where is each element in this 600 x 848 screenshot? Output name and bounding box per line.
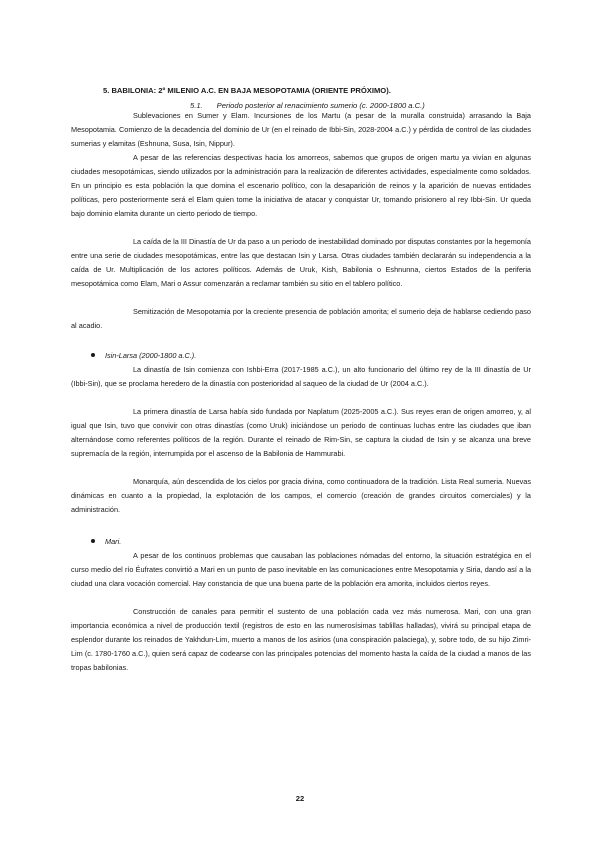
page-number: 22	[295, 794, 305, 803]
paragraph: A pesar de las referencias despectivas hacia los amorreos, sabemos que grupos de origen martu ya vivían en algunas ciudades mesopotámicas, siendo utilizados por la administración para la realización de diferentes actividades, especialmente como soldados. En un principio es esta población la que domina el escenario político, con la desaparición de reinos y la aparición de nuevas entidades políticas, pero posteriormente será el Elam quien tome la iniciativa de atacar y conquistar Ur, tomando prisionero al rey Ibbi-Sin. Ur queda bajo dominio elamita durante un cierto periodo de tiempo.	[71, 153, 531, 218]
subsection-title: Periodo posterior al renacimiento sumerio (c. 2000-1800 a.C.)	[216, 101, 425, 110]
bullet-dot-icon	[91, 539, 95, 543]
paragraph: A pesar de los continuos problemas que causaban las poblaciones nómadas del entorno, la situación estratégica en el curso medio del río Éufrates convirtió a Mari en un punto de paso inevitable en las comunicaciones entre Mesopotamia y Siria, dando así a la ciudad una clara vocación comercial. Hay constancia de que una buena parte de la población era amorita, incluidos ciertos reyes.	[71, 551, 531, 588]
bullet-item	[91, 537, 121, 546]
section-heading: 5. BABILONIA: 2º MILENIO A.C. EN BAJA MESOPOTAMIA (ORIENTE PRÓXIMO).	[103, 86, 391, 95]
paragraph: Sublevaciones en Sumer y Elam. Incursiones de los Martu (a pesar de la muralla construida) arrasando la Baja Mesopotamia. Comienzo de la decadencia del dominio de Ur (en el reinado de Ibbi-Sin, 2028-2004 a.C.) y pérdida de control de las ciudades sumerias y elamitas (Eshnuna, Susa, Isin, Nippur).	[71, 111, 531, 148]
paragraph: Semitización de Mesopotamia por la creciente presencia de población amorita; el sumerio deja de hablarse cediendo paso al acadio.	[71, 307, 531, 330]
paragraph: La dinastía de Isin comienza con Ishbi-Erra (2017-1985 a.C.), un alto funcionario del último rey de la III dinastía de Ur (Ibbi-Sin), que se proclama heredero de la dinastía con posterioridad al saqueo de la ciudad de Ur (2004 a.C.).	[71, 365, 531, 388]
bullet-dot-icon	[91, 353, 95, 357]
bullet-label: Mari.	[105, 537, 122, 546]
bullet-item	[91, 351, 196, 360]
subsection-number: 5.1.	[190, 101, 203, 110]
bullet-label: Isin-Larsa (2000-1800 a.C.).	[105, 351, 197, 360]
paragraph: Monarquía, aún descendida de los cielos por gracia divina, como continuadora de la tradición. Lista Real sumeria. Nuevas dinámicas en cuanto a la propiedad, la explotación de los campos, el comercio (creación de grandes circuitos comerciales) y la administración.	[71, 477, 531, 514]
paragraph: La caída de la III Dinastía de Ur da paso a un periodo de inestabilidad dominado por disputas constantes por la hegemonía entre una serie de ciudades mesopotámicas, entre las que destacan Isin y Larsa. Otras ciudades también declararán su independencia a la caída de Ur. Multiplicación de los actores políticos. Además de Uruk, Kish, Babilonia o Eshnunna, ciertos Estados de la periferia mesopotámica como Elam, Mari o Assur comenzarán a reclamar también su sitio en el tablero político.	[71, 237, 531, 288]
paragraph: La primera dinastía de Larsa había sido fundada por Naplatum (2025-2005 a.C.). Sus reyes eran de origen amorreo, y, al igual que Isin, tuvo que convivir con otras dinastías (como Uruk) iniciándose un periodo de continuas luchas entre las ciudades que iban alternándose como referentes políticos de la región. Durante el reinado de Rim-Sin, se captura la ciudad de Isin y se alcanza una breve supremacía de la región, interrumpida por el ascenso de la Babilonia de Hammurabi.	[71, 407, 531, 458]
paragraph: Construcción de canales para permitir el sustento de una población cada vez más numerosa. Mari, con una gran importancia económica a nivel de producción textil (registros de esto en las numerosísimas tablillas halladas), vivirá su principal etapa de esplendor durante los reinados de Yakhdun-Lim, muerto a manos de los asirios (una conspiración palaciega), y, sobre todo, de su hijo Zimri-Lim (c. 1780-1760 a.C.), quien será capaz de codearse con las principales potencias del momento hasta la caída de la ciudad a manos de las tropas babilonias.	[71, 607, 531, 672]
